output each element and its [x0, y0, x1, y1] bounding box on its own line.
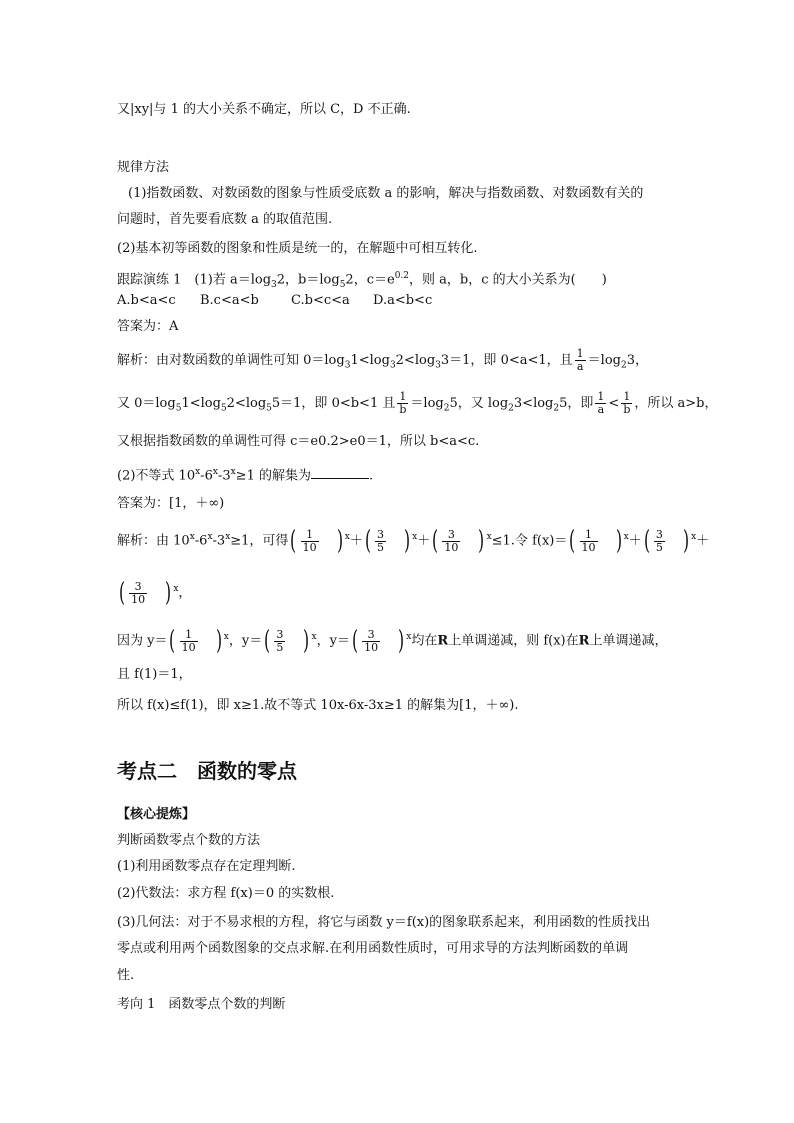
- left-paren: (: [432, 526, 439, 556]
- fraction: $\frac{3}{5}$: [276, 627, 284, 654]
- right-paren: ): [398, 626, 405, 656]
- text-line: (1)利用函数零点存在定理判断.: [117, 859, 296, 874]
- right-paren: ): [404, 526, 411, 556]
- right-paren: ): [303, 626, 310, 656]
- right-paren: ): [165, 578, 172, 608]
- exercise-question: 跟踪演练 1 (1)若 $a=\log_32$，$b=\log_52$，$c=e^{0.2}$，则 a，b，c 的大小关系为( ): [117, 271, 607, 290]
- left-paren: (: [569, 526, 576, 556]
- text-line: 又|xy|与 1 的大小关系不确定，所以 C，D 不正确.: [117, 102, 411, 117]
- left-paren: (: [119, 578, 126, 608]
- answer-blank[interactable]: [311, 466, 369, 479]
- text-line: (2)基本初等函数的图象和性质是统一的，在解题中可相互转化.: [117, 241, 478, 256]
- option-b: B.c<a<b: [200, 293, 259, 308]
- fraction: $\frac{1}{10}$: [581, 527, 596, 554]
- text-line: 性.: [117, 968, 135, 983]
- fraction: $\frac{1}{b}$: [623, 390, 631, 416]
- text-line: 零点或利用两个函数图象的交点求解.在利用函数性质时，可用求导的方法判断函数的单调: [117, 941, 629, 956]
- fraction: $\frac{1}{b}$: [399, 390, 407, 416]
- section-heading: 考点二 函数的零点: [117, 759, 297, 783]
- option-a: A.b<a<c: [117, 293, 176, 308]
- method-title: 规律方法: [117, 160, 170, 175]
- option-d: D.a<b<c: [373, 293, 433, 308]
- fraction: $\frac{1}{10}$: [302, 527, 317, 554]
- option-c: C.b<c<a: [291, 293, 350, 308]
- right-paren: ): [682, 526, 690, 556]
- fraction: $\frac{3}{10}$: [364, 627, 379, 654]
- fraction: $\frac{3}{5}$: [655, 527, 663, 554]
- fraction: $\frac{1}{10}$: [181, 627, 196, 654]
- text-line: 问题时，首先要看底数 a 的取值范围.: [117, 212, 333, 227]
- explanation-line: 且 f(1)＝1，: [117, 667, 192, 682]
- left-paren: (: [169, 626, 176, 656]
- explanation-line: 所以 f(x)≤f(1)，即 x≥1.故不等式 10x-6x-3x≥1 的解集为[1，＋∞).: [117, 698, 519, 713]
- left-paren: (: [352, 626, 359, 656]
- left-paren: (: [290, 526, 297, 556]
- question-line: (2)不等式 $10^x-6^x-3^x\ge 1$ 的解集为 .: [117, 467, 374, 484]
- explanation-line: 又根据指数函数的单调性可得 c＝e0.2>e0＝1，所以 b<a<c.: [117, 434, 480, 449]
- fraction: $\frac{1}{a}$: [576, 347, 584, 373]
- exercise-label: 跟踪演练 1: [117, 272, 182, 288]
- explanation-line: ( $\frac{3}{10}$ ) $^x$，: [119, 578, 192, 608]
- explanation-line: 因为 y＝( $\frac{1}{10}$ ) $^x$，y＝( $\frac{3}{5}$ ) $^x$，y＝( $\frac{3}{10}$ ) $^x$均在R上单调递减，则 f(x)在R上单调递减，: [117, 626, 668, 656]
- text-line: 考向 1 函数零点个数的判断: [117, 997, 286, 1012]
- fraction: $\frac{3}{5}$: [377, 527, 384, 554]
- fraction: $\frac{3}{10}$: [444, 527, 459, 554]
- text-line: (3)几何法：对于不易求根的方程，将它与函数 y＝f(x)的图象联系起来，利用函数的性质找出: [117, 915, 651, 930]
- fraction: $\frac{1}{a}$: [597, 390, 605, 416]
- left-paren: (: [264, 626, 271, 656]
- right-paren: ): [215, 626, 222, 656]
- left-paren: (: [643, 526, 650, 556]
- core-tag: 【核心提炼】: [117, 807, 196, 822]
- text-line: 判断函数零点个数的方法: [117, 833, 261, 848]
- answer-line: 答案为：[1，＋∞): [117, 496, 225, 511]
- right-paren: ): [615, 526, 622, 556]
- text-line: (2)代数法：求方程 f(x)＝0 的实数根.: [117, 886, 335, 901]
- explanation-line: 解析：由对数函数的单调性可知 $0=\log_31<\log_32<\log_33=1$，即 0<a<1，且 $\frac{1}{a}$ $=\log_23$，: [117, 347, 648, 373]
- fraction: $\frac{3}{10}$: [131, 579, 146, 606]
- explanation-line: 又 $0=\log_51<\log_52<\log_55=1$，即 0<b<1 且 $\frac{1}{b}$ $=\log_25$，又 $\log_23<\log_25$，即 $\frac{1}{a}$ < $\frac{1}{b}$ ，所以 a>b，: [117, 390, 718, 416]
- text-line: (1)指数函数、对数函数的图象与性质受底数 a 的影响，解决与指数函数、对数函数有关的: [128, 186, 644, 201]
- right-paren: ): [478, 526, 485, 556]
- explanation-line: 解析：由 $10^x-6^x-3^x\ge 1$，可得( $\frac{1}{10}$ ) $^x$＋( $\frac{3}{5}$ ) $^x$＋( $\frac{3}{10}$ ) $^x$≤1.令 f(x)＝( $\frac{1}{10}$ ) $^x$＋( $\frac{3}{5}$ ) $^x$＋: [117, 526, 710, 556]
- left-paren: (: [364, 526, 371, 556]
- right-paren: ): [336, 526, 343, 556]
- answer-line: 答案为：A: [117, 319, 179, 334]
